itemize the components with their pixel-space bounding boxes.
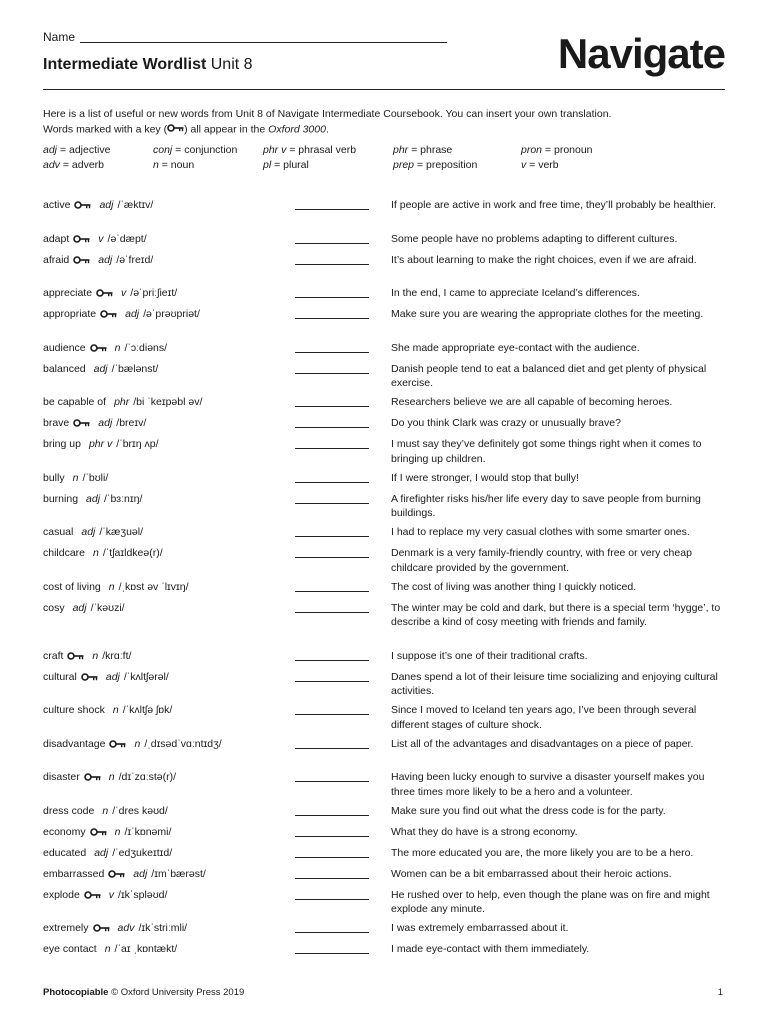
- pronunciation: /ˌdɪsədˈvɑːntɪdʒ/: [144, 737, 222, 750]
- headword: childcare: [43, 547, 86, 559]
- word-entry: [43, 416, 146, 432]
- pronunciation: /əˈfreɪd/: [116, 253, 154, 266]
- translation-blank[interactable]: [295, 836, 369, 837]
- example-sentence: I made eye-contact with them immediately.: [391, 943, 590, 955]
- part-of-speech: n: [102, 804, 109, 817]
- part-of-speech: adj: [93, 362, 108, 375]
- word-entry: [43, 546, 163, 561]
- abbreviation-meaning: = adverb: [59, 159, 105, 171]
- part-of-speech: adj: [94, 846, 109, 859]
- page-title: [43, 56, 253, 74]
- translation-blank[interactable]: [295, 427, 369, 428]
- abbreviation-code: n: [153, 159, 159, 171]
- title-unit: Unit 8: [210, 56, 253, 73]
- headword: burning: [43, 492, 79, 505]
- example-sentence: Danes spend a lot of their leisure time socializing and enjoying cultural activities.: [391, 670, 718, 697]
- example-sentence: I suppose it’s one of their traditional crafts.: [391, 649, 588, 662]
- pronunciation: /ˈkæʒuəl/: [99, 526, 144, 538]
- title-bold: Intermediate Wordlist: [43, 56, 207, 73]
- headword: craft: [43, 649, 64, 662]
- intro-line-2-mid: ) all appear in the: [184, 123, 269, 136]
- part-of-speech: adj: [105, 670, 120, 683]
- pronunciation: /bi ˈkeɪpəbl əv/: [133, 396, 203, 408]
- headword: cultural: [43, 670, 77, 683]
- key-icon: [73, 254, 90, 269]
- example-sentence: I was extremely embarrassed about it.: [391, 922, 569, 934]
- page-number: 1: [717, 987, 723, 998]
- headword: explode: [43, 888, 80, 901]
- abbreviation-meaning: = noun: [158, 159, 195, 171]
- abbreviation-code: phr v: [263, 144, 287, 156]
- pronunciation: /breɪv/: [116, 417, 147, 429]
- abbreviation-item: [393, 158, 477, 173]
- pronunciation: /ˈæktɪv/: [117, 199, 154, 211]
- example-sentence: If I were stronger, I would stop that bully!: [391, 471, 579, 484]
- part-of-speech: adj: [72, 601, 87, 614]
- abbreviation-code: pl: [263, 159, 272, 171]
- headword: appropriate: [43, 308, 97, 320]
- word-entry: [43, 888, 167, 904]
- part-of-speech: adj: [81, 526, 96, 538]
- abbreviation-code: v: [521, 159, 527, 171]
- word-entry: [43, 670, 169, 686]
- example-sentence: The cost of living was another thing I quickly noticed.: [391, 580, 637, 593]
- key-icon: [109, 738, 126, 753]
- pronunciation: /ˌkɒst əv ˈlɪvɪŋ/: [118, 580, 189, 593]
- key-icon: [167, 122, 184, 137]
- part-of-speech: n: [134, 737, 141, 750]
- part-of-speech: adj: [133, 867, 148, 880]
- key-icon: [84, 771, 101, 786]
- translation-blank[interactable]: [295, 932, 369, 933]
- abbreviation-code: phr: [393, 144, 409, 156]
- headword: be capable of: [43, 396, 107, 408]
- abbreviation-meaning: = phrasal verb: [286, 144, 357, 156]
- part-of-speech: n: [104, 943, 111, 955]
- translation-blank[interactable]: [295, 297, 369, 298]
- abbreviation-item: [43, 143, 110, 158]
- word-entry: [43, 307, 200, 323]
- word-entry: [43, 341, 167, 357]
- word-entry: [43, 198, 153, 214]
- headword: bring up: [43, 438, 81, 450]
- example-sentence: List all of the advantages and disadvantages on a piece of paper.: [391, 737, 694, 750]
- headword: cost of living: [43, 580, 101, 593]
- part-of-speech: v: [108, 888, 115, 901]
- key-icon: [93, 922, 110, 937]
- part-of-speech: v: [98, 232, 104, 245]
- abbreviation-meaning: = plural: [271, 159, 309, 171]
- translation-blank[interactable]: [295, 243, 369, 244]
- pronunciation: /dɪˈzɑːstə(r)/: [118, 771, 177, 783]
- translation-blank[interactable]: [295, 857, 369, 858]
- translation-blank[interactable]: [295, 557, 369, 558]
- word-entry: [43, 286, 177, 302]
- example-sentence: Having been lucky enough to survive a disaster yourself makes you three times more likely to be a hero and a volunteer.: [391, 771, 705, 798]
- part-of-speech: n: [92, 649, 99, 662]
- intro-text: [43, 107, 725, 137]
- example-sentence: Researchers believe we are all capable of becoming heroes.: [391, 396, 673, 408]
- key-icon: [67, 650, 84, 665]
- part-of-speech: adj: [99, 199, 114, 211]
- brand-logo: Navigate: [557, 30, 725, 77]
- example-sentence: Women can be a bit embarrassed about their heroic actions.: [391, 867, 672, 880]
- translation-blank[interactable]: [295, 781, 369, 782]
- pronunciation: /ˈkəʊzi/: [90, 601, 125, 614]
- part-of-speech: n: [108, 771, 115, 783]
- pronunciation: /ˈdres kəʊd/: [112, 804, 168, 817]
- pronunciation: /ɪkˈstriːmli/: [138, 922, 188, 934]
- part-of-speech: n: [114, 341, 121, 354]
- key-icon: [84, 889, 101, 904]
- abbreviation-item: [521, 143, 593, 158]
- part-of-speech: adv: [117, 922, 135, 934]
- pronunciation: /ɪˈkɒnəmi/: [124, 825, 172, 838]
- abbreviation-meaning: = pronoun: [542, 144, 593, 156]
- part-of-speech: n: [93, 547, 99, 559]
- headword: economy: [43, 825, 86, 838]
- headword: afraid: [43, 253, 70, 266]
- part-of-speech: n: [112, 704, 119, 716]
- example-sentence: I must say they’ve definitely got some things right when it comes to bringing up children.: [391, 438, 702, 465]
- intro-oxford-3000: Oxford 3000: [268, 123, 326, 136]
- key-icon: [73, 417, 90, 432]
- pronunciation: /ˈkʌltʃə ʃɒk/: [122, 704, 173, 716]
- translation-blank[interactable]: [295, 209, 369, 210]
- part-of-speech: n: [108, 580, 115, 593]
- example-sentence: Make sure you are wearing the appropriate clothes for the meeting.: [391, 308, 704, 320]
- pronunciation: /krɑːft/: [102, 649, 132, 662]
- word-entry: [43, 437, 159, 452]
- translation-blank[interactable]: [295, 318, 369, 319]
- key-icon: [100, 308, 117, 323]
- intro-line-2-end: .: [325, 123, 329, 136]
- translation-blank[interactable]: [295, 591, 369, 592]
- translation-blank[interactable]: [295, 953, 369, 954]
- word-entry: [43, 867, 206, 883]
- part-of-speech: adj: [125, 308, 140, 320]
- part-of-speech: v: [121, 287, 127, 299]
- translation-blank[interactable]: [295, 406, 369, 407]
- abbreviation-code: conj: [153, 144, 173, 156]
- word-entry: [43, 471, 108, 486]
- headword: active: [43, 199, 71, 211]
- part-of-speech: n: [114, 825, 121, 838]
- name-input-line: [80, 42, 447, 43]
- word-entry: [43, 601, 125, 616]
- abbreviation-item: [393, 143, 452, 158]
- headword: bully: [43, 471, 65, 484]
- word-entry: [43, 395, 202, 410]
- pronunciation: /ˈaɪ ˌkɒntækt/: [114, 943, 178, 955]
- pronunciation: /ˈedʒukeɪtɪd/: [112, 846, 173, 859]
- word-entry: [43, 942, 177, 957]
- intro-line-1: Here is a list of useful or new words from Unit 8 of Navigate Intermediate Coursebook. You can insert your own translation.: [43, 108, 612, 120]
- key-icon: [73, 233, 90, 248]
- key-icon: [108, 868, 125, 883]
- abbreviation-item: [153, 143, 237, 158]
- example-sentence: Denmark is a very family-friendly country, with free or very cheap childcare provided by the government.: [391, 547, 692, 574]
- example-sentence: What they do have is a strong economy.: [391, 825, 578, 838]
- word-entry: [43, 580, 189, 595]
- word-entry: [43, 703, 172, 718]
- abbreviation-code: prep: [393, 159, 415, 171]
- word-entry: [43, 921, 187, 937]
- word-entry: [43, 846, 172, 861]
- abbreviation-code: pron: [521, 144, 543, 156]
- headword: cosy: [43, 601, 65, 614]
- headword: extremely: [43, 922, 89, 934]
- pronunciation: /ˈkʌltʃərəl/: [123, 670, 169, 683]
- header-divider: [43, 89, 725, 90]
- word-entry: [43, 525, 143, 540]
- example-sentence: It’s about learning to make the right choices, even if we are afraid.: [391, 253, 697, 266]
- headword: audience: [43, 341, 86, 354]
- translation-blank[interactable]: [295, 681, 369, 682]
- abbreviation-item: [263, 158, 309, 173]
- headword: disadvantage: [43, 737, 106, 750]
- pronunciation: /ɪmˈbærəst/: [151, 867, 206, 880]
- pronunciation: /ɪkˈspləʊd/: [118, 888, 168, 901]
- example-sentence: Make sure you find out what the dress code is for the party.: [391, 804, 666, 817]
- pronunciation: /ˈbʊli/: [82, 471, 109, 484]
- abbreviation-meaning: = verb: [526, 159, 559, 171]
- abbreviation-meaning: = preposition: [414, 159, 478, 171]
- example-sentence: A firefighter risks his/her life every day to save people from burning buildings.: [391, 492, 701, 519]
- pronunciation: /əˈpriːʃieɪt/: [130, 287, 178, 299]
- word-entry: [43, 492, 142, 507]
- headword: brave: [43, 417, 70, 429]
- example-sentence: She made appropriate eye-contact with the audience.: [391, 341, 640, 354]
- abbreviation-code: adj: [43, 144, 58, 156]
- word-entry: [43, 770, 176, 786]
- example-sentence: I had to replace my very casual clothes with some smarter ones.: [391, 526, 690, 538]
- headword: disaster: [43, 771, 80, 783]
- pronunciation: /əˈprəʊpriət/: [143, 308, 200, 320]
- translation-blank[interactable]: [295, 482, 369, 483]
- example-sentence: Danish people tend to eat a balanced diet and get plenty of physical exercise.: [391, 362, 707, 389]
- abbreviation-item: [43, 158, 104, 173]
- example-sentence: Since I moved to Iceland ten years ago, I’ve been through several different stages of culture shock.: [391, 704, 697, 731]
- example-sentence: He rushed over to help, even though the plane was on fire and might explode any minute.: [391, 888, 710, 915]
- translation-blank[interactable]: [295, 660, 369, 661]
- word-entry: [43, 737, 222, 753]
- headword: culture shock: [43, 704, 105, 716]
- part-of-speech: adj: [98, 253, 113, 266]
- name-label: Name: [43, 30, 76, 44]
- intro-line-2: [43, 122, 725, 137]
- example-sentence: If people are active in work and free time, they’ll probably be healthier.: [391, 199, 717, 211]
- translation-blank[interactable]: [295, 503, 369, 504]
- abbreviation-meaning: = adjective: [57, 144, 111, 156]
- example-sentence: Do you think Clark was crazy or unusually brave?: [391, 417, 621, 429]
- headword: adapt: [43, 232, 70, 245]
- translation-blank[interactable]: [295, 448, 369, 449]
- example-sentence: In the end, I came to appreciate Iceland’s differences.: [391, 287, 640, 299]
- translation-blank[interactable]: [295, 815, 369, 816]
- headword: appreciate: [43, 287, 93, 299]
- pronunciation: /əˈdæpt/: [107, 232, 147, 245]
- headword: dress code: [43, 804, 95, 817]
- headword: eye contact: [43, 943, 97, 955]
- example-sentence: The winter may be cold and dark, but there is a special term ‘hygge’, to describe a kind of cosy meeting with friends and family.: [391, 601, 721, 628]
- headword: embarrassed: [43, 867, 105, 880]
- headword: educated: [43, 846, 87, 859]
- footer-copyright: [43, 987, 244, 998]
- word-entry: [43, 253, 153, 269]
- translation-blank[interactable]: [295, 748, 369, 749]
- key-icon: [90, 826, 107, 841]
- part-of-speech: adj: [98, 417, 113, 429]
- translation-blank[interactable]: [295, 536, 369, 537]
- footer-copyright-text: © Oxford University Press 2019: [108, 987, 245, 998]
- translation-blank[interactable]: [295, 373, 369, 374]
- word-entry: [43, 825, 171, 841]
- part-of-speech: phr: [114, 396, 130, 408]
- headword: casual: [43, 526, 74, 538]
- part-of-speech: phr v: [88, 438, 113, 450]
- translation-blank[interactable]: [295, 612, 369, 613]
- footer-photocopiable: Photocopiable: [43, 987, 109, 998]
- translation-blank[interactable]: [295, 899, 369, 900]
- translation-blank[interactable]: [295, 352, 369, 353]
- key-icon: [96, 287, 113, 302]
- word-entry: [43, 362, 158, 377]
- pronunciation: /ˈbælənst/: [111, 362, 159, 375]
- abbreviation-item: [521, 158, 559, 173]
- intro-line-2-pre: Words marked with a key (: [43, 123, 168, 136]
- key-icon: [74, 199, 91, 214]
- abbreviation-item: [263, 143, 356, 158]
- key-icon: [90, 342, 107, 357]
- translation-blank[interactable]: [295, 878, 369, 879]
- pronunciation: /ˈbɜːnɪŋ/: [104, 492, 143, 505]
- key-icon: [81, 671, 98, 686]
- pronunciation: /ˈbrɪŋ ʌp/: [116, 438, 159, 450]
- word-entry: [43, 804, 168, 819]
- part-of-speech: adj: [86, 492, 101, 505]
- abbreviation-meaning: = conjunction: [172, 144, 238, 156]
- translation-blank[interactable]: [295, 714, 369, 715]
- abbreviation-code: adv: [43, 159, 60, 171]
- example-sentence: Some people have no problems adapting to different cultures.: [391, 232, 678, 245]
- abbreviation-meaning: = phrase: [408, 144, 453, 156]
- abbreviation-item: [153, 158, 194, 173]
- word-entry: [43, 232, 147, 248]
- word-entry: [43, 649, 131, 665]
- headword: balanced: [43, 362, 86, 375]
- translation-blank[interactable]: [295, 264, 369, 265]
- part-of-speech: n: [72, 471, 79, 484]
- pronunciation: /ˈtʃaɪldkeə(r)/: [102, 547, 163, 559]
- pronunciation: /ˈɔːdiəns/: [124, 341, 168, 354]
- example-sentence: The more educated you are, the more likely you are to be a hero.: [391, 846, 694, 859]
